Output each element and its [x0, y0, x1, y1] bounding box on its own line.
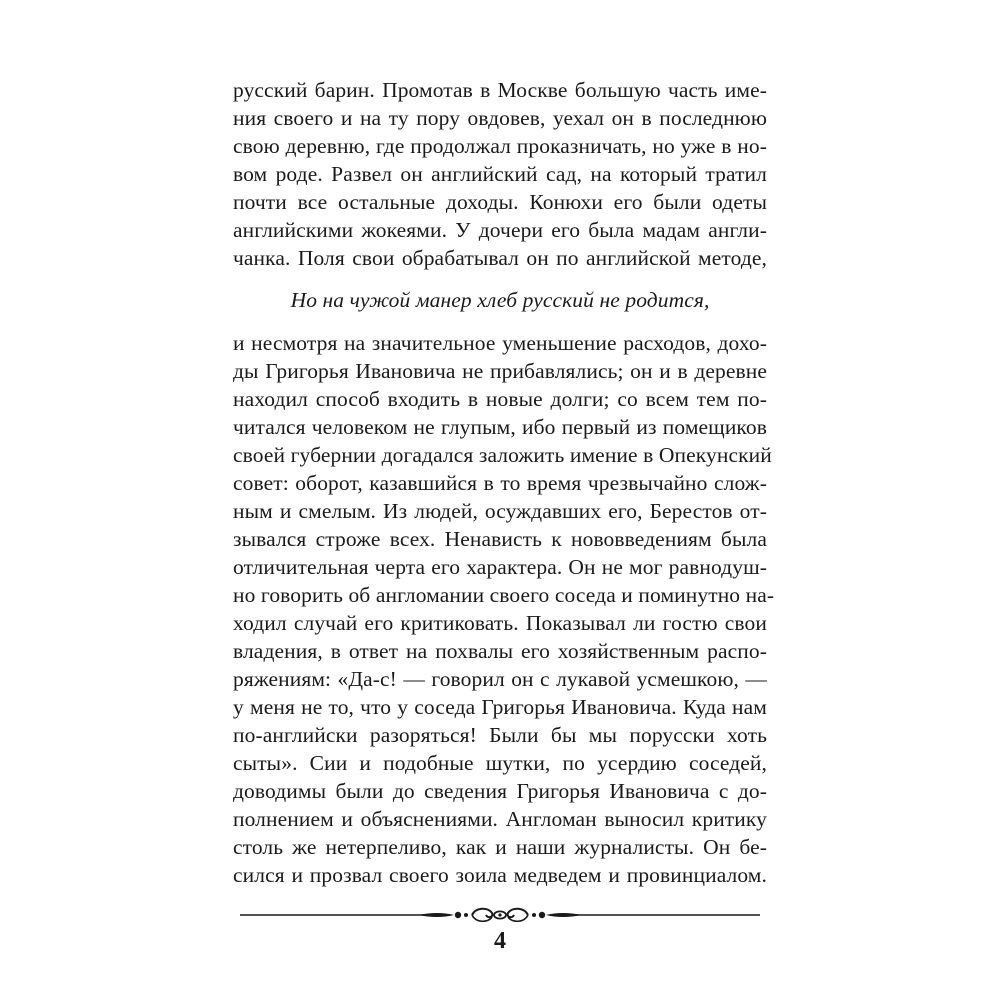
- text-line: совет: оборот, казавшийся в то время чрезвычайно слож-: [233, 471, 767, 495]
- text-line: ды Григорья Ивановича не прибавлялись; он и в деревне: [233, 359, 767, 383]
- text-line: столь же нетерпеливо, как и наши журналисты. Он бе-: [233, 835, 767, 859]
- text-line: зывался строже всех. Ненависть к нововведениям была: [233, 527, 767, 551]
- text-line: ния своего и на ту пору овдовев, уехал он в последнюю: [233, 106, 767, 130]
- flourish-divider-icon: [240, 903, 760, 927]
- text-line: английскими жокеями. У дочери его была мадам англи-: [233, 218, 767, 242]
- text-line: своей губернии догадался заложить имение в Опекунский: [233, 443, 772, 467]
- text-line: и несмотря на значительное уменьшение расходов, дохо-: [233, 331, 767, 355]
- text-line: сыты». Сии и подобные шутки, по усердию соседей,: [233, 751, 767, 775]
- text-line: находил способ входить в новые долги; со всем тем по-: [233, 387, 767, 411]
- text-line: ным и смелым. Из людей, осуждавших его, Берестов от-: [233, 499, 767, 523]
- text-line: почти все остальные доходы. Конюхи его были одеты: [233, 190, 767, 214]
- text-line: русский барин. Промотав в Москве большую часть име-: [233, 78, 767, 102]
- text-line: читался человеком не глупым, ибо первый из помещиков: [233, 415, 767, 439]
- text-line: отличительная черта его характера. Он не мог равнодуш-: [233, 555, 767, 579]
- text-line: доводимы были до сведения Григорья Ивановича с до-: [233, 779, 767, 803]
- text-line: владения, в ответ на похвалы его хозяйственным распо-: [233, 639, 767, 663]
- text-line: ходил случай его критиковать. Показывал ли гостю свои: [233, 611, 767, 635]
- text-line: вом роде. Развел он английский сад, на который тратил: [233, 162, 767, 186]
- text-line: у меня не то, что у соседа Григорья Ивановича. Куда нам: [233, 695, 767, 719]
- text-line: чанка. Поля свои обрабатывал он по английской методе,: [233, 246, 767, 270]
- text-line: по-английски разоряться! Были бы мы порусски хоть: [233, 723, 767, 747]
- text-line: ряжениям: «Да-с! — говорил он с лукавой усмешкою, —: [233, 667, 767, 691]
- epigraph: Но на чужой манер хлеб русский не родится,: [290, 288, 710, 312]
- text-line: сился и прозвал своего зоила медведем и провинциалом.: [233, 863, 767, 887]
- page-number: 4: [494, 928, 506, 954]
- text-line: свою деревню, где продолжал проказничать, но уже в но-: [233, 134, 767, 158]
- text-line: но говорить об англомании своего соседа и поминутно на-: [233, 583, 775, 607]
- text-line: полнением и объяснениями. Англоман выносил критику: [233, 807, 767, 831]
